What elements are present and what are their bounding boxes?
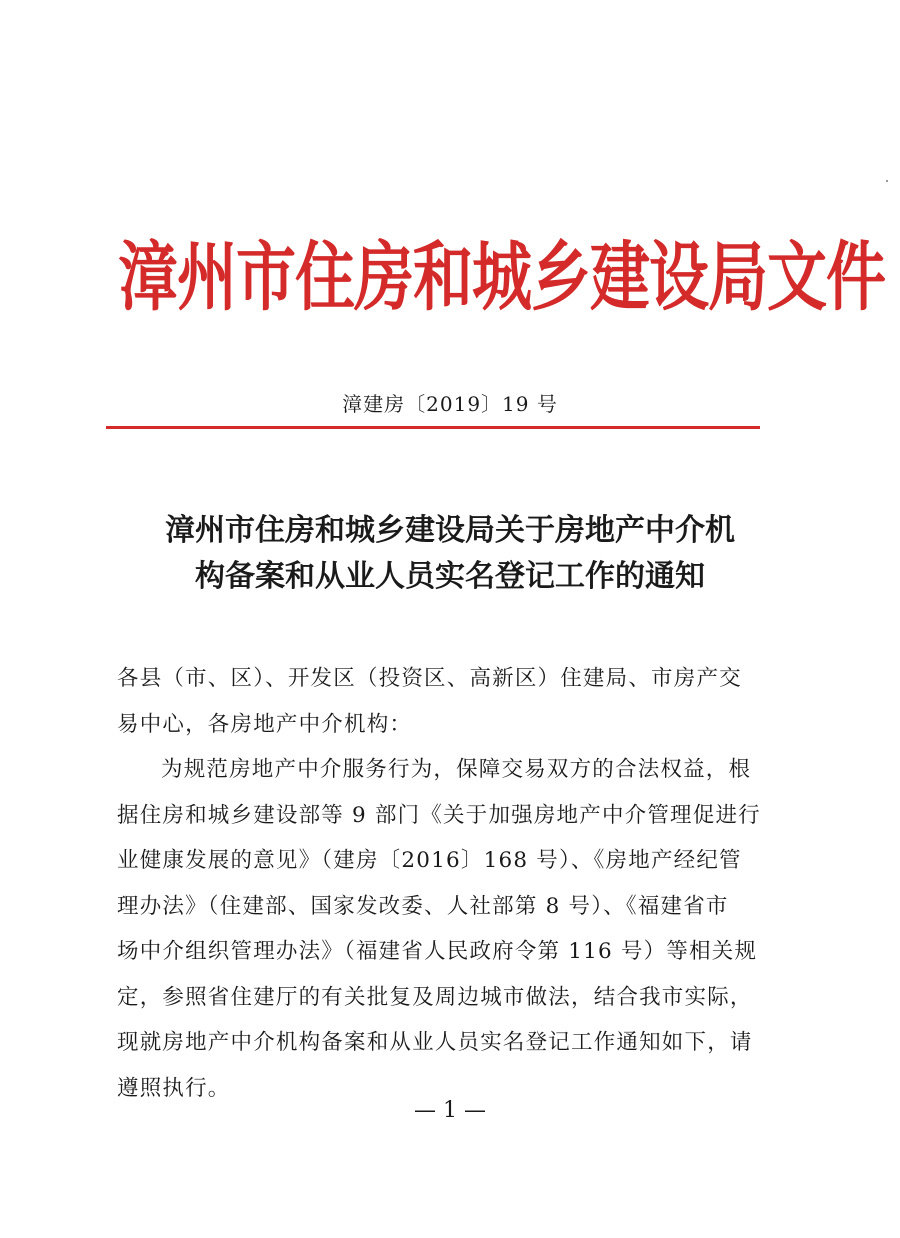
body-line: 据住房和城乡建设部等 9 部门《关于加强房地产中介管理促进行 [117, 802, 761, 828]
title-line-2: 构备案和从业人员实名登记工作的通知 [195, 559, 705, 594]
body-line: 场中介组织管理办法》（福建省人民政府令第 116 号）等相关规 [117, 939, 758, 964]
body-line: 为规范房地产中介服务行为，保障交易双方的合法权益，根 [161, 757, 752, 782]
document-number: 漳建房〔2019〕19 号 [342, 392, 558, 416]
body-line: 业健康发展的意见》（建房〔2016〕168 号）、《房地产经纪管 [117, 848, 742, 873]
issuer-header: 漳州市住房和城乡建设局文件 [118, 234, 885, 322]
scan-speck [886, 180, 888, 182]
body-line: 遵照执行。 [117, 1075, 231, 1101]
body-line: 理办法》（住建部、国家发改委、人社部第 8 号）、《福建省市 [117, 893, 729, 919]
body-line: 易中心，各房地产中介机构： [117, 711, 413, 737]
body-line: 各县（市、区）、开发区（投资区、高新区）住建局、市房产交 [117, 666, 742, 691]
red-separator-line [106, 426, 760, 429]
page-number: — 1 — [414, 1098, 486, 1123]
body-line: 定，参照省住建厅的有关批复及周边城市做法，结合我市实际， [117, 984, 753, 1010]
body-line: 现就房地产中介机构备案和从业人员实名登记工作通知如下，请 [117, 1030, 753, 1055]
document-title [110, 508, 790, 600]
document-body [117, 656, 777, 1111]
title-line-1: 漳州市住房和城乡建设局关于房地产中介机 [165, 513, 735, 548]
